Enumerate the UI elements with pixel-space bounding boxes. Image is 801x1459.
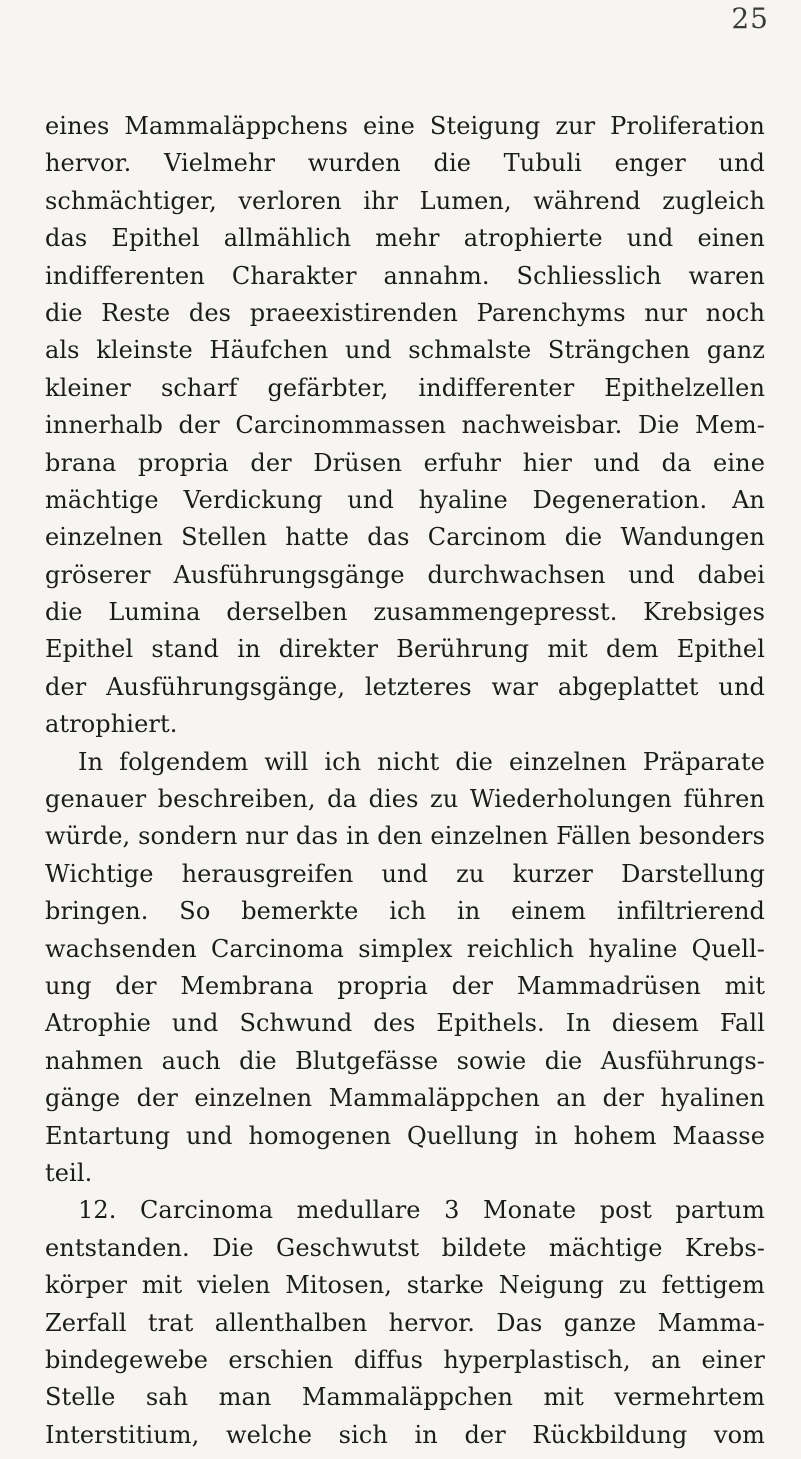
text-line: genauer beschreiben, da dies zu Wiederholungen führen [45, 785, 765, 814]
text-line: teil. [45, 1158, 93, 1187]
text-line: bringen. So bemerkte ich in einem infiltrierend [45, 897, 765, 926]
text-line: bindegewebe erschien diffus hyperplastisch, an einer [45, 1345, 765, 1374]
text-line: Entartung und homogenen Quellung in hohem Maasse [45, 1121, 765, 1150]
text-line: brana propria der Drüsen erfuhr hier und da eine [45, 448, 765, 477]
text-line: 12. Carcinoma medullare 3 Monate post partum [78, 1196, 765, 1225]
text-line: Wichtige herausgreifen und zu kurzer Darstellung [45, 859, 765, 888]
text-line: eines Mammaläppchens eine Steigung zur Proliferation [45, 112, 765, 140]
text-line: entstanden. Die Geschwutst bildete mächtige Krebs- [45, 1233, 765, 1262]
page-number: 25 [731, 2, 769, 35]
text-line: gänge der einzelnen Mammaläppchen an der hyalinen [45, 1084, 765, 1113]
text-line: kleiner scharf gefärbter, indifferenter Epithelzellen [45, 373, 765, 402]
text-line: würde, sondern nur das in den einzelnen Fällen besonders [45, 822, 765, 851]
text-line: das Epithel allmählich mehr atrophierte und einen [45, 224, 765, 253]
text-line: hervor. Vielmehr wurden die Tubuli enger und [45, 149, 765, 178]
text-line: die Lumina derselben zusammengepresst. Krebsiges [45, 598, 765, 627]
text-line: Stelle sah man Mammaläppchen mit vermehrtem [45, 1383, 765, 1412]
text-line: einzelnen Stellen hatte das Carcinom die Wandungen [45, 523, 765, 552]
text-line: innerhalb der Carcinommassen nachweisbar. Die Mem- [45, 411, 765, 440]
text-line: ung der Membrana propria der Mammadrüsen mit [45, 971, 765, 1000]
text-line: mächtige Verdickung und hyaline Degeneration. An [45, 485, 765, 514]
text-line: In folgendem will ich nicht die einzelnen Präparate [78, 747, 765, 776]
text-line: wachsenden Carcinoma simplex reichlich hyaline Quell- [45, 934, 765, 963]
text-line: die Reste des praeexistirenden Parenchyms nur noch [45, 298, 765, 327]
text-line: der Ausführungsgänge, letzteres war abgeplattet und [45, 672, 765, 701]
text-line: schmächtiger, verloren ihr Lumen, während zugleich [45, 186, 765, 215]
text-line: atrophiert. [45, 710, 178, 739]
text-line: körper mit vielen Mitosen, starke Neigung zu fettigem [45, 1271, 765, 1300]
text-line: als kleinste Häufchen und schmalste Strängchen ganz [45, 336, 765, 365]
text-line: nahmen auch die Blutgefässe sowie die Ausführungs- [45, 1046, 765, 1075]
text-line: Zerfall trat allenthalben hervor. Das ganze Mamma- [45, 1308, 765, 1337]
text-line: Interstitium, welche sich in der Rückbildung vom [45, 1420, 765, 1449]
text-line: indifferenten Charakter annahm. Schliesslich waren [45, 261, 765, 290]
text-line: Epithel stand in direkter Berührung mit dem Epithel [45, 635, 765, 664]
text-line: Atrophie und Schwund des Epithels. In diesem Fall [45, 1009, 765, 1038]
text-line: gröserer Ausführungsgänge durchwachsen und dabei [45, 560, 765, 589]
body-text [45, 108, 765, 1454]
